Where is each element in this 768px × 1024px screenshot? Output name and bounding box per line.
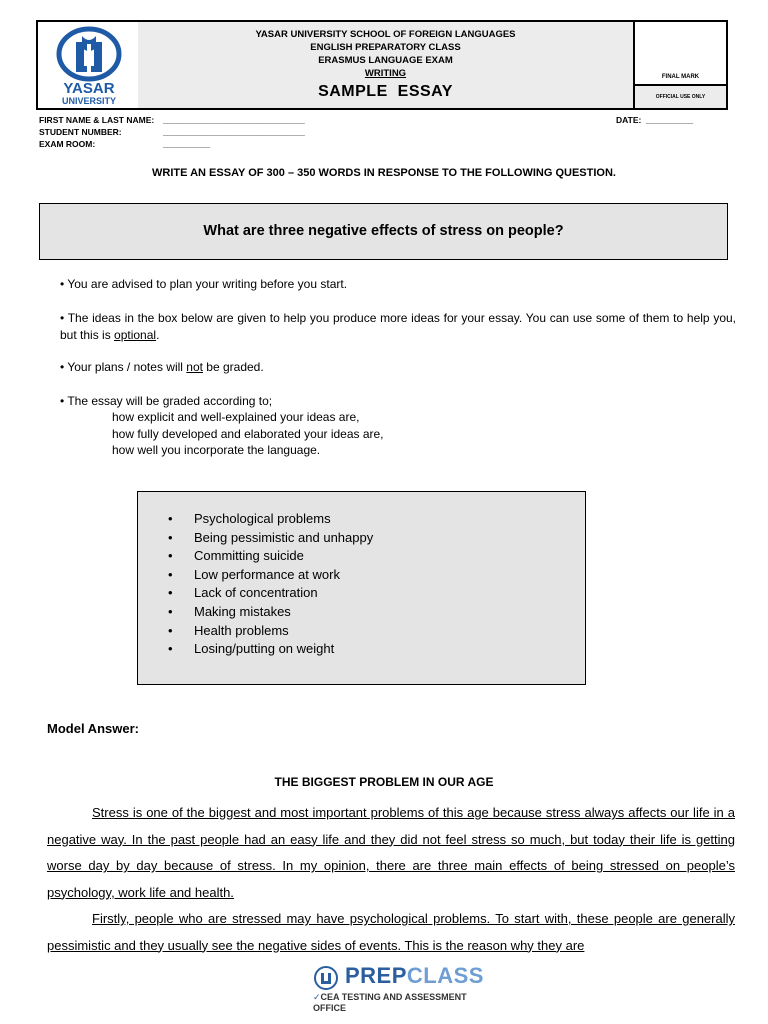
- date-label: DATE:: [616, 115, 642, 125]
- list-item: • Psychological problems: [168, 510, 373, 529]
- list-item: • Low performance at work: [168, 566, 373, 585]
- grading-criterion: how explicit and well-explained your ideas are,: [112, 410, 360, 424]
- grading-criterion: how fully developed and elaborated your ideas are,: [112, 427, 384, 441]
- bullet-ideas: • The ideas in the box below are given to help you produce more ideas for your essay. You can use some of them to help you, but this is optional.: [60, 311, 736, 342]
- date-field[interactable]: __________: [646, 115, 694, 125]
- name-field[interactable]: ______________________________: [163, 115, 305, 125]
- question-box: What are three negative effects of stress on people?: [39, 203, 728, 260]
- exam-room-label: EXAM ROOM:: [39, 139, 96, 149]
- list-item: • Committing suicide: [168, 547, 373, 566]
- ideas-list: [168, 510, 373, 659]
- final-mark-label: FINAL MARK: [661, 74, 700, 80]
- not-word: not: [186, 360, 203, 374]
- bullet-grading: • The essay will be graded according to;: [60, 394, 273, 408]
- essay-title: THE BIGGEST PROBLEM IN OUR AGE: [274, 775, 494, 789]
- bullet-plan: • You are advised to plan your writing before you start.: [60, 277, 348, 291]
- grading-criterion: how well you incorporate the language.: [112, 443, 321, 457]
- section-name: WRITING: [364, 68, 407, 79]
- final-mark-cell: [635, 22, 726, 108]
- list-item: • Being pessimistic and unhappy: [168, 529, 373, 548]
- yasar-logo-icon: [38, 22, 138, 108]
- list-item: • Making mistakes: [168, 603, 373, 622]
- name-label: FIRST NAME & LAST NAME:: [39, 115, 155, 125]
- list-item: • Lack of concentration: [168, 584, 373, 603]
- check-icon: ✓: [313, 992, 321, 1002]
- essay-paragraph: Firstly, people who are stressed may have psychological problems. To start with, these people are generally pessimistic and they usually see the negative sides of events. This is the reason why they are: [47, 911, 735, 953]
- prepclass-wordmark: PREPCLASS: [345, 963, 484, 988]
- official-use-label: OFFICIAL USE ONLY: [655, 94, 706, 100]
- prepclass-logo-icon: [313, 965, 339, 991]
- exam-room-field[interactable]: __________: [163, 139, 211, 149]
- student-number-field[interactable]: ______________________________: [163, 127, 305, 137]
- ideas-box: [137, 491, 586, 685]
- footer-logo: [313, 963, 493, 1013]
- model-answer-label: Model Answer:: [47, 721, 139, 736]
- instruction: WRITE AN ESSAY OF 300 – 350 WORDS IN RESPONSE TO THE FOLLOWING QUESTION.: [152, 167, 616, 179]
- header-title-cell: [138, 22, 635, 108]
- essay-paragraph: Stress is one of the biggest and most important problems of this age because stress always affects our life in a negative way. In the past people had an easy life and they did not feel stress so much, but today their life is getting worse day by day because of stress. In my opinion, there are three main effects of being stressed on people’s psychology, work life and health.: [47, 805, 735, 900]
- svg-text:YASAR: YASAR: [63, 80, 115, 97]
- list-item: • Health problems: [168, 622, 373, 641]
- university-logo: [38, 22, 140, 108]
- exam-header: [36, 20, 728, 110]
- optional-word: optional: [114, 327, 157, 342]
- school-name: YASAR UNIVERSITY SCHOOL OF FOREIGN LANGUAGES: [255, 29, 516, 40]
- exam-name: ERASMUS LANGUAGE EXAM: [318, 55, 453, 66]
- student-number-label: STUDENT NUMBER:: [39, 127, 122, 137]
- essay-body: [47, 800, 735, 959]
- list-item: • Losing/putting on weight: [168, 640, 373, 659]
- testing-office-label: ✓CEA TESTING AND ASSESSMENT OFFICE: [313, 992, 467, 1013]
- bullet-notes: • Your plans / notes will not be graded.: [60, 360, 264, 374]
- page-title: SAMPLE ESSAY: [318, 83, 453, 100]
- svg-text:UNIVERSITY: UNIVERSITY: [61, 96, 117, 106]
- class-name: ENGLISH PREPARATORY CLASS: [310, 42, 461, 53]
